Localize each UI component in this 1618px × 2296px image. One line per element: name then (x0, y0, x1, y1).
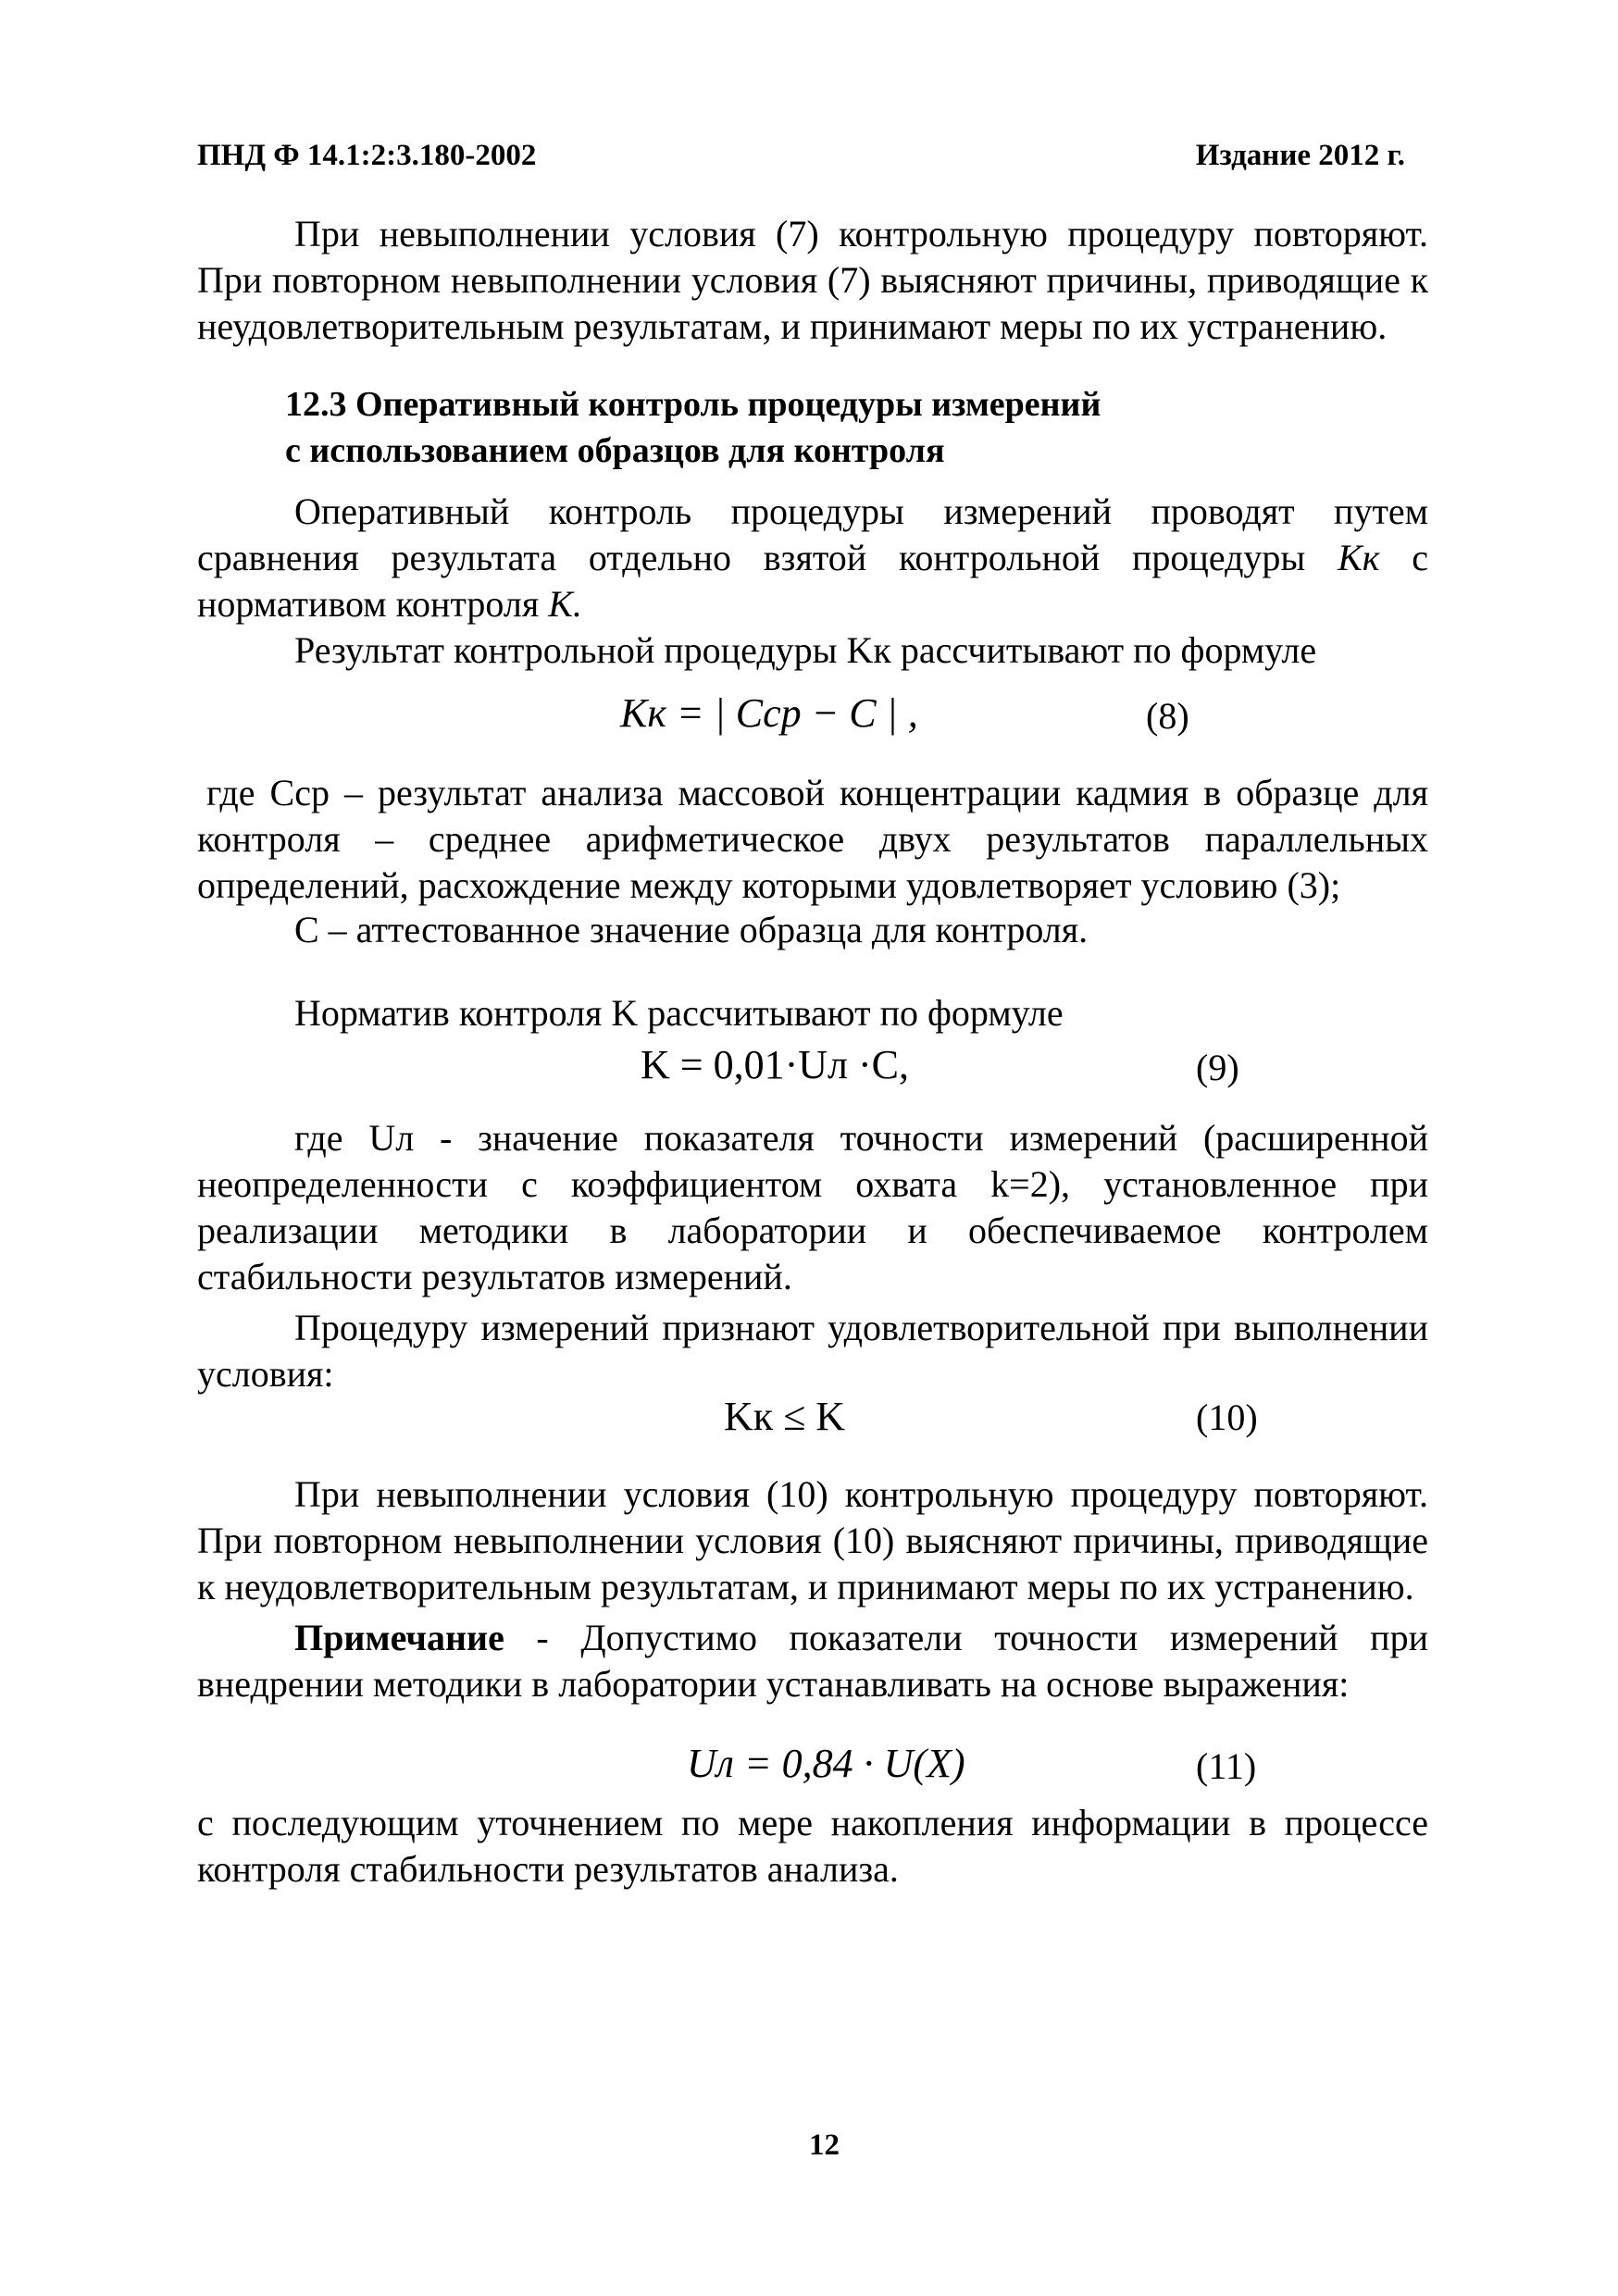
paragraph-satisfactory-condition: Процедуру измерений признают удовлетворительной при выполнении условия: (197, 1307, 1428, 1395)
paragraph-repeat-condition-7: При невыполнении условия (7) контрольную процедуру повторяют. При повторном невыполнении условия (7) выясняют причины, приводящие к неудовлетворительным результатам, и принимают меры по их устранению. (197, 213, 1428, 347)
formula-11: Uл = 0,84 · U(X) (687, 1741, 965, 1786)
p2-text-start: Оперативный контроль процедуры измерений проводят путем сравнения результата отдельно взятой контрольной процедуры (197, 490, 1428, 578)
formula-10-number: (10) (1196, 1396, 1258, 1438)
formula-11-number: (11) (1196, 1745, 1257, 1787)
paragraph-where-ul: где Uл - значение показателя точности измерений (расширенной неопределенности с коэффициентом охвата k=2), установленное при реализации методики в лаборатории и обеспечиваемое контролем стабильности результатов измерений. (197, 1117, 1428, 1297)
p2-text-middle: с нормативом контроля (197, 537, 1429, 625)
paragraph-note (197, 1615, 1428, 1707)
paragraph-c-definition: C – аттестованное значение образца для контроля. (294, 909, 1089, 950)
p2-symbol-kk: Kк (1338, 537, 1380, 578)
note-text: - Допустимо показатели точности измерений при внедрении методики в лаборатории устанавливать на основе выражения: (197, 1617, 1428, 1705)
section-heading-line2: с использованием образцов для контроля (285, 431, 945, 470)
edition-label: Издание 2012 г. (1195, 139, 1405, 172)
page-number: 12 (809, 2128, 840, 2162)
paragraph-where-csr: где Cср – результат анализа массовой концентрации кадмия в образце для контроля – среднее арифметическое двух результатов параллельных определений, расхождение между которыми удовлетворяет условию (3); (197, 772, 1428, 906)
paragraph-result-formula-intro: Результат контрольной процедуры Kк рассчитывают по формуле (294, 629, 1317, 671)
paragraph-norm-formula-intro: Норматив контроля K рассчитывают по формуле (294, 992, 1064, 1034)
formula-8: Kк = | Cср − C | , (620, 690, 918, 736)
formula-9-number: (9) (1196, 1047, 1239, 1088)
document-code: ПНД Ф 14.1:2:3.180-2002 (197, 139, 537, 172)
paragraph-refinement: с последующим уточнением по мере накопления информации в процессе контроля стабильности результатов анализа. (197, 1802, 1428, 1890)
paragraph-operational-control (197, 489, 1428, 627)
formula-8-number: (8) (1146, 695, 1189, 737)
section-heading-line1: 12.3 Оперативный контроль процедуры измерений (285, 385, 1101, 424)
note-label: Примечание (294, 1617, 504, 1658)
section-heading (285, 381, 1101, 474)
p2-symbol-k: K. (548, 583, 582, 625)
formula-9: K = 0,01·Uл ·C, (641, 1042, 909, 1087)
formula-10: Kк ≤ K (724, 1394, 846, 1439)
paragraph-repeat-condition-10: При невыполнении условия (10) контрольную процедуру повторяют. При повторном невыполнении условия (10) выясняют причины, приводящие к неудовлетворительным результатам, и принимают меры по их устранению. (197, 1473, 1428, 1607)
